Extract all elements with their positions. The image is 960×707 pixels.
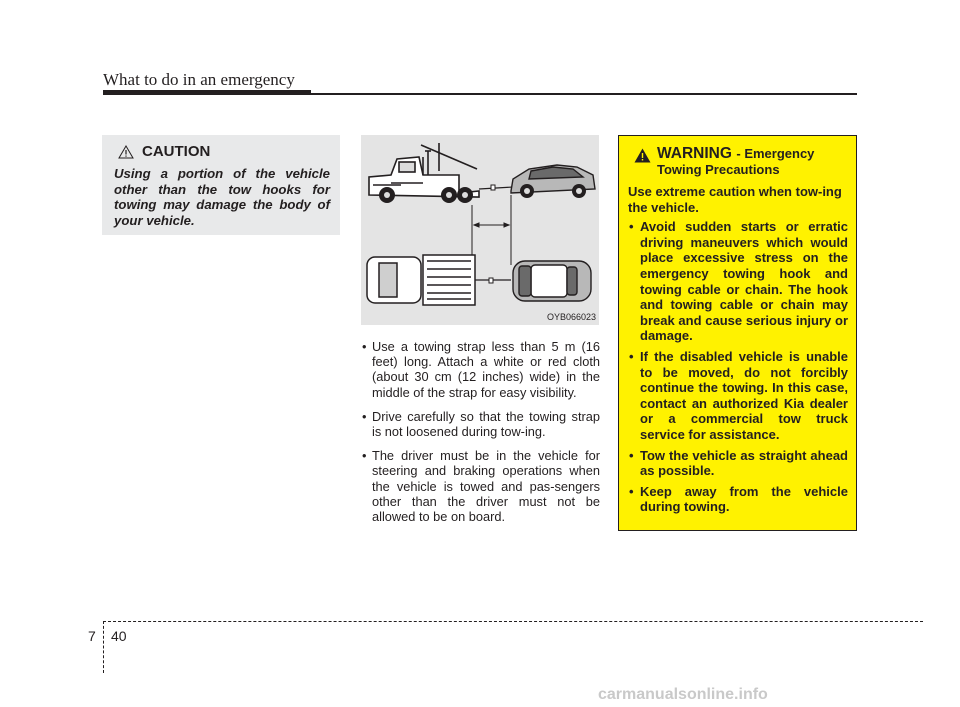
footer-divider [103, 621, 104, 673]
tow-truck-top [367, 255, 475, 305]
towing-instructions [360, 339, 600, 533]
section-title: What to do in an emergency [103, 70, 295, 89]
figure-code: OYB066023 [546, 312, 596, 322]
warning-subtitle-line2: Towing Precautions [657, 162, 780, 177]
watermark: carmanualsonline.info [598, 686, 768, 703]
towing-illustration [361, 135, 599, 325]
list-item: • Use a towing strap less than 5 m (16 feet) long. Attach a white or red cloth (about 30 cm (12 inches) wide) in the middle of the strap for easy visibility. [360, 339, 600, 400]
warning-subtitle: - Emergency [736, 146, 815, 161]
towing-diagram [361, 135, 599, 325]
list-item: • Drive carefully so that the towing strap is not loosened during tow-ing. [360, 409, 600, 439]
footer-rule [103, 621, 923, 622]
title-rule [103, 93, 857, 95]
caution-box [102, 135, 340, 235]
caution-header [118, 143, 330, 160]
warning-triangle-icon [634, 148, 651, 163]
page-chapter: 7 [88, 628, 96, 644]
list-item: • Keep away from the vehicle during towing. [628, 484, 848, 515]
list-item: • Tow the vehicle as straight ahead as possible. [628, 448, 848, 479]
caution-triangle-icon [118, 145, 134, 159]
tow-strap-side [479, 187, 513, 189]
list-item: • The driver must be in the vehicle for steering and braking operations when the vehicle is towed and pas-sengers other than the driver must not be allowed to be on board. [360, 448, 600, 524]
warning-box [618, 135, 857, 531]
disabled-car-top [513, 261, 591, 301]
warning-header [634, 146, 848, 178]
distance-guide [472, 195, 511, 265]
warning-title: WARNING [657, 145, 732, 162]
caution-title: CAUTION [142, 143, 211, 160]
warning-intro: Use extreme caution when tow-ing the vehicle. [628, 184, 842, 215]
list-item: • If the disabled vehicle is unable to be moved, do not forcibly continue the towing. In this case, contact an authorized Kia dealer or a commercial tow truck service for assistance. [628, 349, 848, 443]
caution-text: Using a portion of the vehicle other than the tow hooks for towing may damage the body of your vehicle. [114, 166, 330, 228]
page-number: 40 [111, 628, 127, 644]
list-item: • Avoid sudden starts or erratic driving maneuvers which would place excessive stress on the emergency towing hook and towing cable or chain. The hook and towing cable or chain may break and cause serious injury or damage. [628, 219, 848, 344]
warning-list [628, 219, 848, 515]
